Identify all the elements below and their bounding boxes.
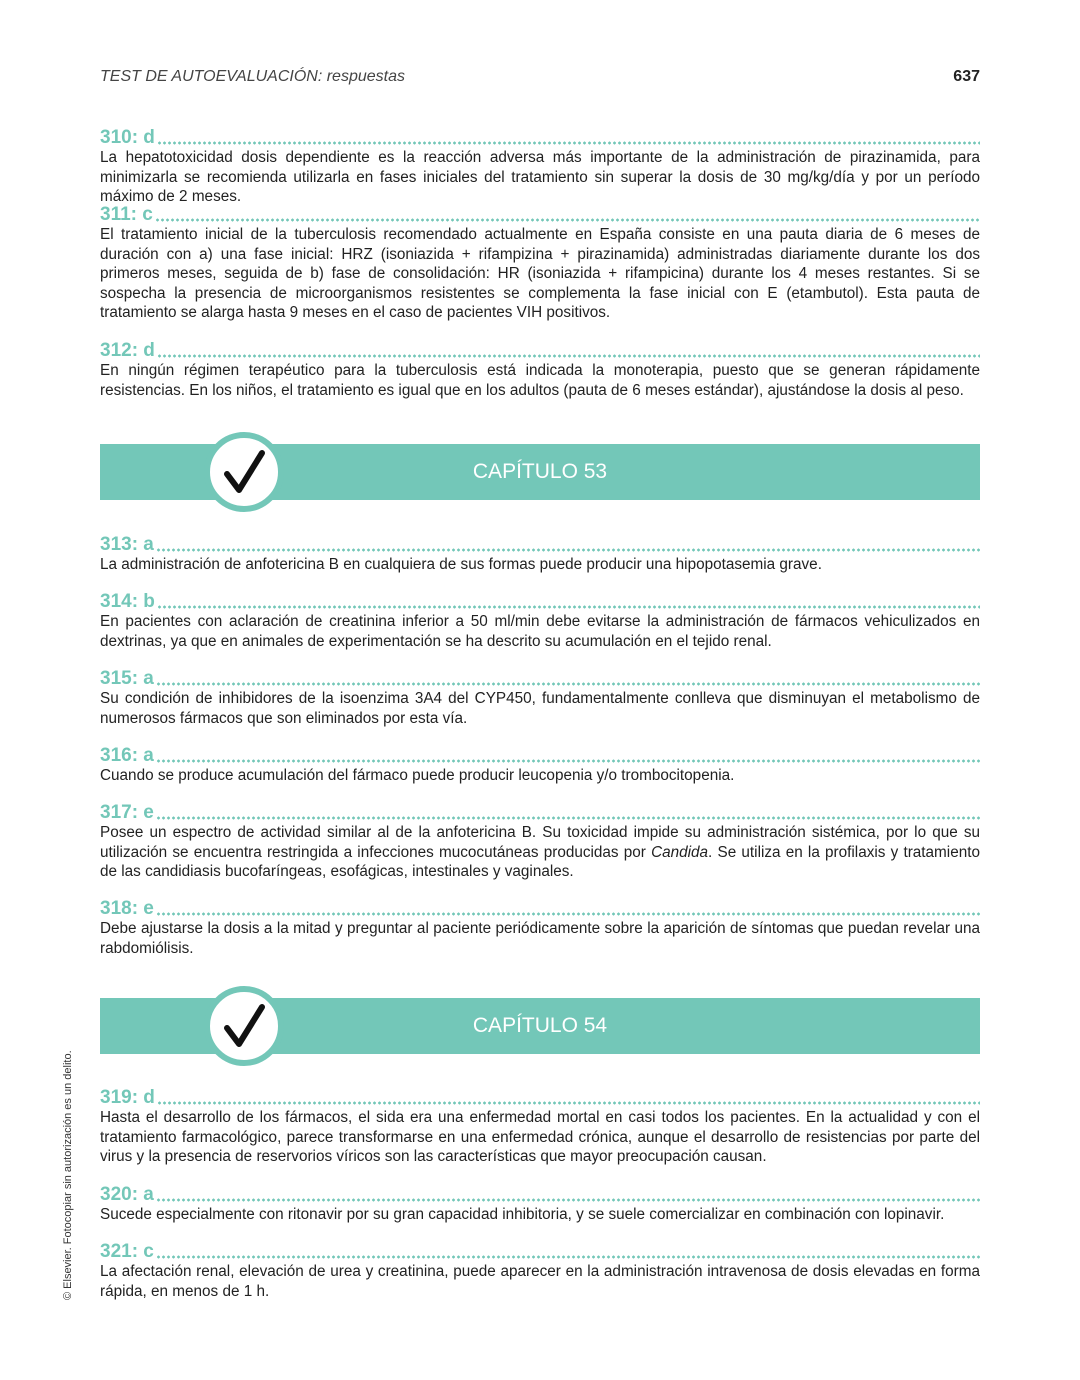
- answer-text: La administración de anfotericina B en cualquiera de sus formas puede producir una hipopotasemia grave.: [100, 556, 822, 573]
- chapter-banner-53: [100, 444, 980, 500]
- answer-312: [100, 339, 980, 400]
- dotted-leader: [157, 141, 980, 145]
- answer-label: 312: d: [100, 340, 155, 361]
- answer-heading: [100, 1086, 980, 1108]
- dotted-leader: [156, 816, 980, 820]
- dotted-leader: [156, 1198, 980, 1202]
- answer-heading: [100, 897, 980, 919]
- answer-text: Posee un espectro de actividad similar al de la anfotericina B. Su toxicidad impide su administración sistémica, por lo que su utilización se encuentra restringida a infecciones mucocutáneas producidas por Candida. Se utiliza en la profilaxis y tratamiento de las candidiasis bucofaríngeas, esofágicas, intestinales y vaginales.: [100, 824, 980, 880]
- answer-label: 313: a: [100, 534, 154, 555]
- answer-label: 310: d: [100, 127, 155, 148]
- answer-label: 314: b: [100, 591, 155, 612]
- dotted-leader: [157, 605, 980, 609]
- dotted-leader: [155, 218, 980, 222]
- dotted-leader: [156, 548, 980, 552]
- answer-heading: [100, 590, 980, 612]
- copyright-note: © Elsevier. Fotocopiar sin autorización es un delito.: [62, 1050, 74, 1300]
- answer-text: La hepatotoxicidad dosis dependiente es la reacción adversa más importante de la administración de pirazinamida, para minimizarla se recomienda utilizarla en fases iniciales del tratamiento sin superar la dosis de 30 mg/kg/día y por un período máximo de 2 meses.: [100, 149, 980, 205]
- answer-318: [100, 897, 980, 958]
- answer-text: En pacientes con aclaración de creatinina inferior a 50 ml/min debe evitarse la administración de fármacos vehiculizados en dextrinas, ya que en animales de experimentación se ha descrito su acumulación en el tejido renal.: [100, 613, 980, 650]
- answer-320: [100, 1183, 980, 1225]
- answer-label: 319: d: [100, 1087, 155, 1108]
- chapter-title: CAPÍTULO 54: [472, 1014, 608, 1037]
- answer-316: [100, 744, 980, 786]
- answer-315: [100, 667, 980, 728]
- answer-heading: [100, 744, 980, 766]
- answer-text: Debe ajustarse la dosis a la mitad y preguntar al paciente periódicamente sobre la aparición de síntomas que puedan revelar una rabdomiólisis.: [100, 920, 980, 957]
- answer-label: 321: c: [100, 1241, 154, 1262]
- answer-text: En ningún régimen terapéutico para la tuberculosis está indicada la monoterapia, puesto que se generan rápidamente resistencias. En los niños, el tratamiento es igual que en los adultos (pauta de 6 meses estándar), ajustándose la dosis al peso.: [100, 362, 980, 399]
- answer-text: El tratamiento inicial de la tuberculosis recomendado actualmente en España consiste en una pauta diaria de 6 meses de duración con a) una fase inicial: HRZ (isoniazida + rifampizina + pirazinamida) administradas diariamente durante los dos primeros meses, seguida de b) fase de consolidación: HR (isoniazida + rifampicina) durante los 4 meses restantes. Si se sospecha la presencia de microorganismos resistentes se complementa la fase inicial con E (etambutol). Esta pauta de tratamiento se alarga hasta 9 meses en el caso de pacientes VIH positivos.: [100, 226, 980, 321]
- dotted-leader: [156, 912, 980, 916]
- answer-label: 311: c: [100, 204, 153, 225]
- answer-313: [100, 533, 980, 575]
- answer-text: Hasta el desarrollo de los fármacos, el sida era una enfermedad mortal en casi todos los pacientes. En la actualidad y con el tratamiento farmacológico, parece transformarse en una enfermedad crónica, aunque el desarrollo de resistencias por parte del virus y la presencia de reservorios víricos son las características que mayor preocupación causan.: [100, 1109, 980, 1165]
- answer-text: Cuando se produce acumulación del fármaco puede producir leucopenia y/o trombocitopenia.: [100, 767, 735, 784]
- answer-text: Su condición de inhibidores de la isoenzima 3A4 del CYP450, fundamentalmente conlleva que disminuyan el metabolismo de numerosos fármacos que son eliminados por esta vía.: [100, 690, 980, 727]
- answer-heading: [100, 801, 980, 823]
- dotted-leader: [157, 354, 980, 358]
- dotted-leader: [156, 682, 980, 686]
- answer-321: [100, 1240, 980, 1301]
- answer-heading: [100, 667, 980, 689]
- chapter-banner-54: [100, 998, 980, 1054]
- answer-text: Sucede especialmente con ritonavir por su gran capacidad inhibitoria, y se suele comercializar en combinación con lopinavir.: [100, 1206, 945, 1223]
- chapter-title: CAPÍTULO 53: [472, 460, 608, 483]
- answer-text: La afectación renal, elevación de urea y creatinina, puede aparecer en la administración intravenosa de dosis elevadas en forma rápida, en menos de 1 h.: [100, 1263, 980, 1300]
- answer-319: [100, 1086, 980, 1167]
- answer-heading: [100, 1240, 980, 1262]
- answer-label: 315: a: [100, 668, 154, 689]
- answer-heading: [100, 1183, 980, 1205]
- answer-heading: [100, 203, 980, 225]
- answer-label: 320: a: [100, 1184, 154, 1205]
- dotted-leader: [156, 1255, 980, 1259]
- dotted-leader: [156, 759, 980, 763]
- answer-317: [100, 801, 980, 882]
- answer-label: 318: e: [100, 898, 154, 919]
- answer-311: [100, 203, 980, 323]
- answer-label: 317: e: [100, 802, 154, 823]
- dotted-leader: [157, 1101, 980, 1105]
- answer-314: [100, 590, 980, 651]
- answer-label: 316: a: [100, 745, 154, 766]
- answer-310: [100, 126, 980, 207]
- header-title: TEST DE AUTOEVALUACIÓN: respuestas: [100, 68, 405, 85]
- answer-heading: [100, 126, 980, 148]
- answer-heading: [100, 533, 980, 555]
- answer-heading: [100, 339, 980, 361]
- page-number: 637: [953, 68, 980, 85]
